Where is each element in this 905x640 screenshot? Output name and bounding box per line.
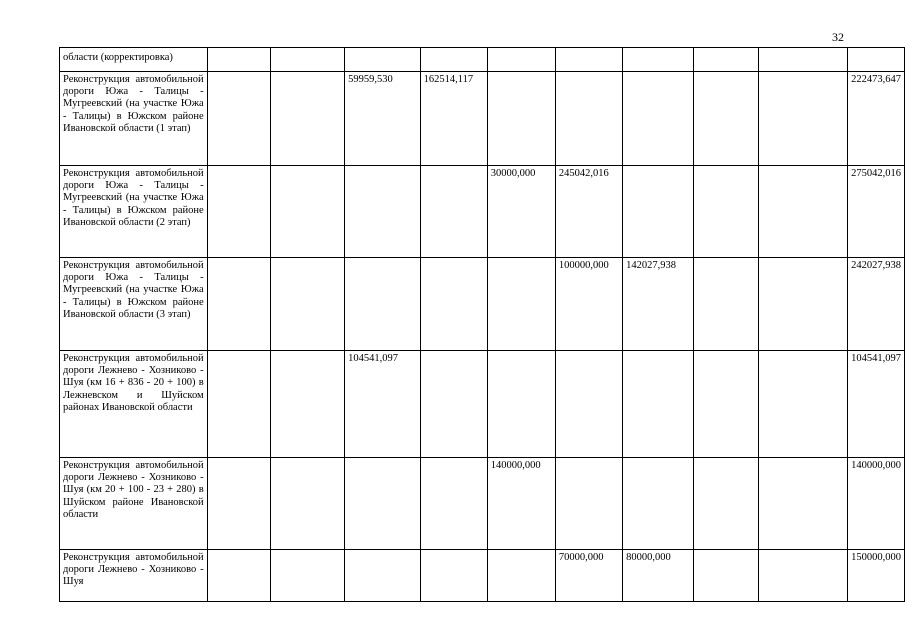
object-name-cell: Реконструкция автомобильной дороги Лежнево - Хозниково - Шуя <box>60 550 208 602</box>
amount-cell <box>759 48 848 72</box>
amount-cell <box>271 166 345 258</box>
amount-cell <box>623 458 694 550</box>
amount-cell <box>487 351 555 458</box>
amount-cell <box>759 351 848 458</box>
amount-cell: 162514,117 <box>420 72 487 166</box>
amount-cell <box>345 550 421 602</box>
total-cell: 222473,647 <box>848 72 905 166</box>
object-name-cell: Реконструкция автомобильной дороги Южа - Талицы - Мугреевский (на участке Южа - Талицы) в Южском районе Ивановской области (2 этап) <box>60 166 208 258</box>
amount-cell <box>487 48 555 72</box>
amount-cell <box>759 258 848 351</box>
amount-cell <box>271 351 345 458</box>
amount-cell <box>693 458 758 550</box>
amount-cell: 142027,938 <box>623 258 694 351</box>
amount-cell <box>693 258 758 351</box>
table-row <box>60 258 905 351</box>
amount-cell <box>420 258 487 351</box>
amount-cell <box>207 166 271 258</box>
amount-cell: 100000,000 <box>555 258 622 351</box>
amount-cell <box>487 72 555 166</box>
amount-cell <box>623 351 694 458</box>
amount-cell <box>623 72 694 166</box>
amount-cell <box>345 48 421 72</box>
amount-cell: 140000,000 <box>487 458 555 550</box>
amount-cell <box>693 166 758 258</box>
amount-cell <box>759 72 848 166</box>
amount-cell <box>271 458 345 550</box>
amount-cell: 70000,000 <box>555 550 622 602</box>
amount-cell <box>207 258 271 351</box>
amount-cell: 104541,097 <box>345 351 421 458</box>
object-name-cell: Реконструкция автомобильной дороги Южа - Талицы - Мугреевский (на участке Южа - Талицы) в Южском районе Ивановской области (3 этап) <box>60 258 208 351</box>
table-row <box>60 458 905 550</box>
amount-cell <box>555 458 622 550</box>
amount-cell <box>271 48 345 72</box>
amount-cell <box>487 550 555 602</box>
amount-cell <box>759 458 848 550</box>
amount-cell <box>420 351 487 458</box>
total-cell: 104541,097 <box>848 351 905 458</box>
amount-cell <box>759 166 848 258</box>
amount-cell <box>693 550 758 602</box>
total-cell: 140000,000 <box>848 458 905 550</box>
amount-cell: 30000,000 <box>487 166 555 258</box>
amount-cell <box>623 48 694 72</box>
amount-cell <box>345 458 421 550</box>
amount-cell <box>207 351 271 458</box>
amount-cell <box>693 72 758 166</box>
table-row <box>60 550 905 602</box>
amount-cell <box>693 48 758 72</box>
amount-cell <box>420 550 487 602</box>
table-row <box>60 351 905 458</box>
budget-table <box>59 47 905 602</box>
amount-cell <box>271 72 345 166</box>
table-row <box>60 166 905 258</box>
amount-cell <box>759 550 848 602</box>
amount-cell <box>623 166 694 258</box>
amount-cell <box>345 258 421 351</box>
total-cell <box>848 48 905 72</box>
amount-cell <box>420 48 487 72</box>
page-number: 32 <box>832 30 844 44</box>
amount-cell <box>420 166 487 258</box>
amount-cell: 59959,530 <box>345 72 421 166</box>
table-row <box>60 48 905 72</box>
object-name-cell: Реконструкция автомобильной дороги Лежнево - Хозниково - Шуя (км 20 + 100 - 23 + 280) в Шуйском районе Ивановской области <box>60 458 208 550</box>
amount-cell <box>207 48 271 72</box>
amount-cell <box>271 550 345 602</box>
amount-cell <box>693 351 758 458</box>
amount-cell <box>207 458 271 550</box>
amount-cell <box>487 258 555 351</box>
amount-cell <box>420 458 487 550</box>
amount-cell <box>555 72 622 166</box>
total-cell: 150000,000 <box>848 550 905 602</box>
total-cell: 242027,938 <box>848 258 905 351</box>
amount-cell: 80000,000 <box>623 550 694 602</box>
amount-cell: 245042,016 <box>555 166 622 258</box>
table-row <box>60 72 905 166</box>
amount-cell <box>555 48 622 72</box>
object-name-cell: Реконструкция автомобильной дороги Лежнево - Хозниково - Шуя (км 16 + 836 - 20 + 100) в Лежневском и Шуйском районах Ивановской области <box>60 351 208 458</box>
object-name-cell: Реконструкция автомобильной дороги Южа - Талицы - Мугреевский (на участке Южа - Талицы) в Южском районе Ивановской области (1 этап) <box>60 72 208 166</box>
object-name-cell: области (корректировка) <box>60 48 208 72</box>
amount-cell <box>207 550 271 602</box>
amount-cell <box>345 166 421 258</box>
amount-cell <box>555 351 622 458</box>
total-cell: 275042,016 <box>848 166 905 258</box>
amount-cell <box>207 72 271 166</box>
amount-cell <box>271 258 345 351</box>
